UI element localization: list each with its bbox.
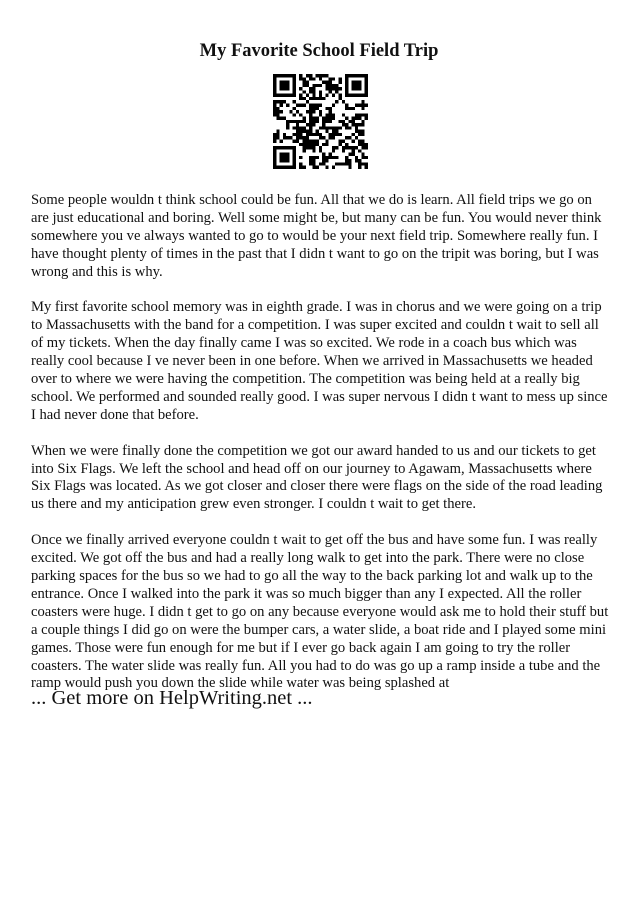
paragraph: Once we finally arrived everyone couldn t wait to get off the bus and have some fun. I was really excited. We got off the bus and had a really long walk to get into the park. There were no close parking spaces for the bus so we had to go all the way to the back parking lot and walk up to the entrance. Once I walked into the park it was so much bigger than any I expected. All the roller coasters were huge. I didn t get to go on any because everyone would ask me to hold their stuff but a couple things I did go on were the bumper cars, a water slide, a boat ride and I played some mini games. Those were fun enough for me but if I ever go back again I am going to try the roller coasters. The water slide was really fun. All you had to do was go up a ramp inside a tube and the ramp would push you down the slide while water was being splashed at <box>31 532 609 692</box>
get-more-link[interactable]: ... Get more on HelpWriting.net ... <box>31 687 313 709</box>
qr-code-icon <box>273 74 368 169</box>
paragraph: My first favorite school memory was in eighth grade. I was in chorus and we were going on a trip to Massachusetts with the band for a competition. I was super excited and couldn t wait to sell all of my tickets. When the day finally came I was so excited. We rode in a coach bus which was really cool because I ve never been in one before. When we arrived in Massachusetts we headed over to where we were having the competition. The competition was being held at a really big school. We performed and sounded really good. I was super nervous I didn t want to mess up since I had never done that before. <box>31 299 608 423</box>
document-body <box>31 192 609 711</box>
paragraph: When we were finally done the competition we got our award handed to us and our tickets to get into Six Flags. We left the school and head off on our journey to Agawam, Massachusetts where Six Flags was located. As we got closer and closer there were flags on the side of the road leading us there and my anticipation grew even stronger. I couldn t wait to get there. <box>31 442 603 513</box>
paragraph: Some people wouldn t think school could be fun. All that we do is learn. All field trips we go on are just educational and boring. Well some might be, but many can be fun. You would never think somewhere you ve always wanted to go to would be your next field trip. Somewhere really fun. I have thought plenty of times in the past that I didn t want to go on the tripit was boring, but I was wrong and this is why. <box>31 192 602 280</box>
document-title: My Favorite School Field Trip <box>199 41 439 61</box>
